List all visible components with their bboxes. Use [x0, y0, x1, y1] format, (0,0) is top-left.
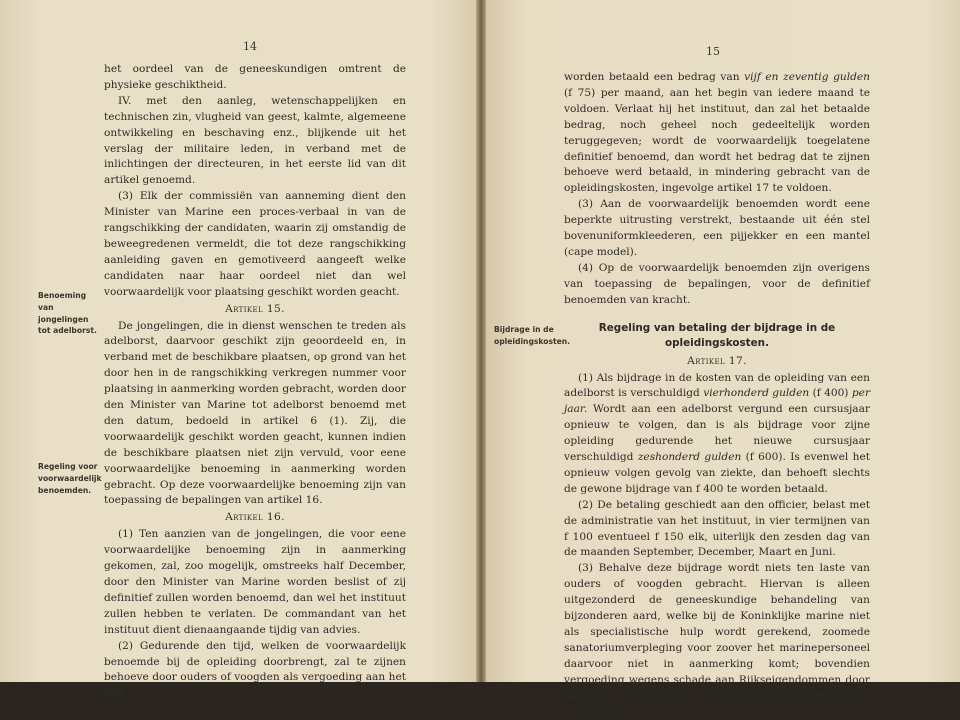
article-title: Artikel 15.: [225, 302, 285, 315]
paragraph: (4) Op de voorwaardelijk benoemden zijn overigens van toepassing de bepalingen, voor de definitief benoemden van kracht.: [564, 261, 870, 306]
paragraph: (2) Gedurende den tijd, welken de voorwaardelijk benoemde bij de opleiding doorbrengt, zal te zijnen behoeve door ouders of voogden als vergoeding aan het Rijk: [104, 639, 406, 700]
section-heading: Regeling van betaling der bijdrage in de opleidingskosten.: [598, 321, 836, 349]
right-page-text: [564, 70, 870, 720]
page-number: 15: [706, 45, 720, 58]
paragraph: De jongelingen, die in dienst wenschen te treden als adelborst, daarvoor geschikt zijn geoordeeld en, in verband met de beschikbare plaatsen, op grond van het door hen in de rangschikking verkregen nummer voor plaatsing in aanmerking worden gebracht, worden door den Minister van Marine tot adelborst benoemd met den datum, bedoeld in artikel 6 (1). Zij, die voorwaardelijk geschikt worden geacht, kunnen indien de beschikbare plaatsen niet zijn vervuld, voor eene voorwaardelijke benoeming in aanmerking worden gebracht. Op deze voorwaardelijke benoeming zijn van toepassing de bepalingen van artikel 16.: [104, 319, 406, 507]
paragraph: (1) Ten aanzien van de jongelingen, die voor eene voorwaardelijke benoeming zijn in aanmerking gekomen, zal, zoo mogelijk, omstreeks half December, door den Minister van Marine worden beslist of zij definitief zullen worden benoemd, dan wel het instituut zullen hebben te verlaten. De commandant van het instituut dient dienaangaande tijdig van advies.: [104, 528, 406, 636]
paragraph: het oordeel van de geneeskundigen omtrent de physieke geschiktheid.: [104, 63, 406, 91]
book-gutter: [476, 0, 486, 682]
right-page: [486, 0, 960, 718]
paragraph: (3) Behalve deze bijdrage wordt niets ten laste van ouders of voogden gebracht. Hiervan is alleen uitgezonderd de geneeskundige behandeling van bijzonderen aard, welke bij de Koninklijke marine niet als specialistische hulp wordt gerekend, zoomede sanatoriumverpleging voor zoover het marinepersoneel daarvoor niet in aanmerking komt; bovendien vergoeding wegens schade aan Rijkseigendommen door moedwil of grove onachtzaamheid toegebracht (verwaar-: [564, 562, 870, 718]
article-title: Artikel 17.: [687, 354, 747, 367]
paragraph: (2) De betaling geschiedt aan den officier, belast met de administratie van het instituut, in vier termijnen van f 100 eventueel f 150 elk, uiterlijk den zesden dag van de maanden September, December, Maart en Juni.: [564, 498, 870, 559]
paragraph: (1) Als bijdrage in de kosten van de opleiding van een adelborst is verschuldigd vierhonderd gulden (f 400) per jaar. Wordt aan een adelborst vergund een cursusjaar opnieuw te volgen, dan is als bijdrage voor zijne opleiding gedurende het nieuwe cursusjaar verschuldigd zeshonderd gulden (f 600). Is evenwel het opnieuw volgen gevolg van ziekte, dan behoeft slechts de gewone bijdrage van f 400 te worden betaald.: [564, 371, 871, 495]
margin-note-regeling: Regeling voor voorwaardelijk benoemden.: [38, 462, 102, 495]
paragraph: (3) Aan de voorwaardelijk benoemden wordt eene beperkte uitrusting verstrekt, bestaande uit één stel bovenuniformkleederen, een pijjekker en een mantel (cape model).: [564, 198, 870, 258]
margin-note-benoeming: Benoeming van jongelingen tot adelborst.: [38, 291, 97, 336]
left-page: [0, 0, 476, 700]
page-number: 14: [243, 40, 257, 53]
margin-note-bijdrage: Bijdrage in de opleidingskosten.: [494, 325, 571, 346]
left-page-text: [104, 62, 406, 702]
article-title: Artikel 16.: [225, 511, 285, 524]
paragraph: worden betaald een bedrag van vijf en zeventig gulden (f 75) per maand, aan het begin van iedere maand te voldoen. Verlaat hij het instituut, dan zal het betaalde bedrag, noch geheel noch gedeeltelijk worden teruggegeven; wordt de voorwaardelijk toegelatene definitief benoemd, dan wordt het bedrag dat te zijnen behoeve werd betaald, in mindering gebracht van de opleidingskosten, ingevolge artikel 17 te voldoen.: [564, 71, 870, 195]
paragraph: IV. met den aanleg, wetenschappelijken en technischen zin, vlugheid van geest, kalmte, algemeene ontwikkeling en beschaving enz., blijkende uit het verslag der militaire leden, in verband met de inlichtingen der directeuren, in het eerste lid van dit artikel genoemd.: [104, 94, 406, 187]
paragraph: (3) Elk der commissiën van aanneming dient den Minister van Marine een proces-verbaal in van de rangschikking der candidaten, waarin zij omstandig de beweegredenen vermeldt, die tot deze rangschikking aanleiding gaven en gemotiveerd aangeeft welke candidaten naar haar oordeel niet dan wel voorwaardelijk voor plaatsing geschikt worden geacht.: [104, 190, 406, 298]
